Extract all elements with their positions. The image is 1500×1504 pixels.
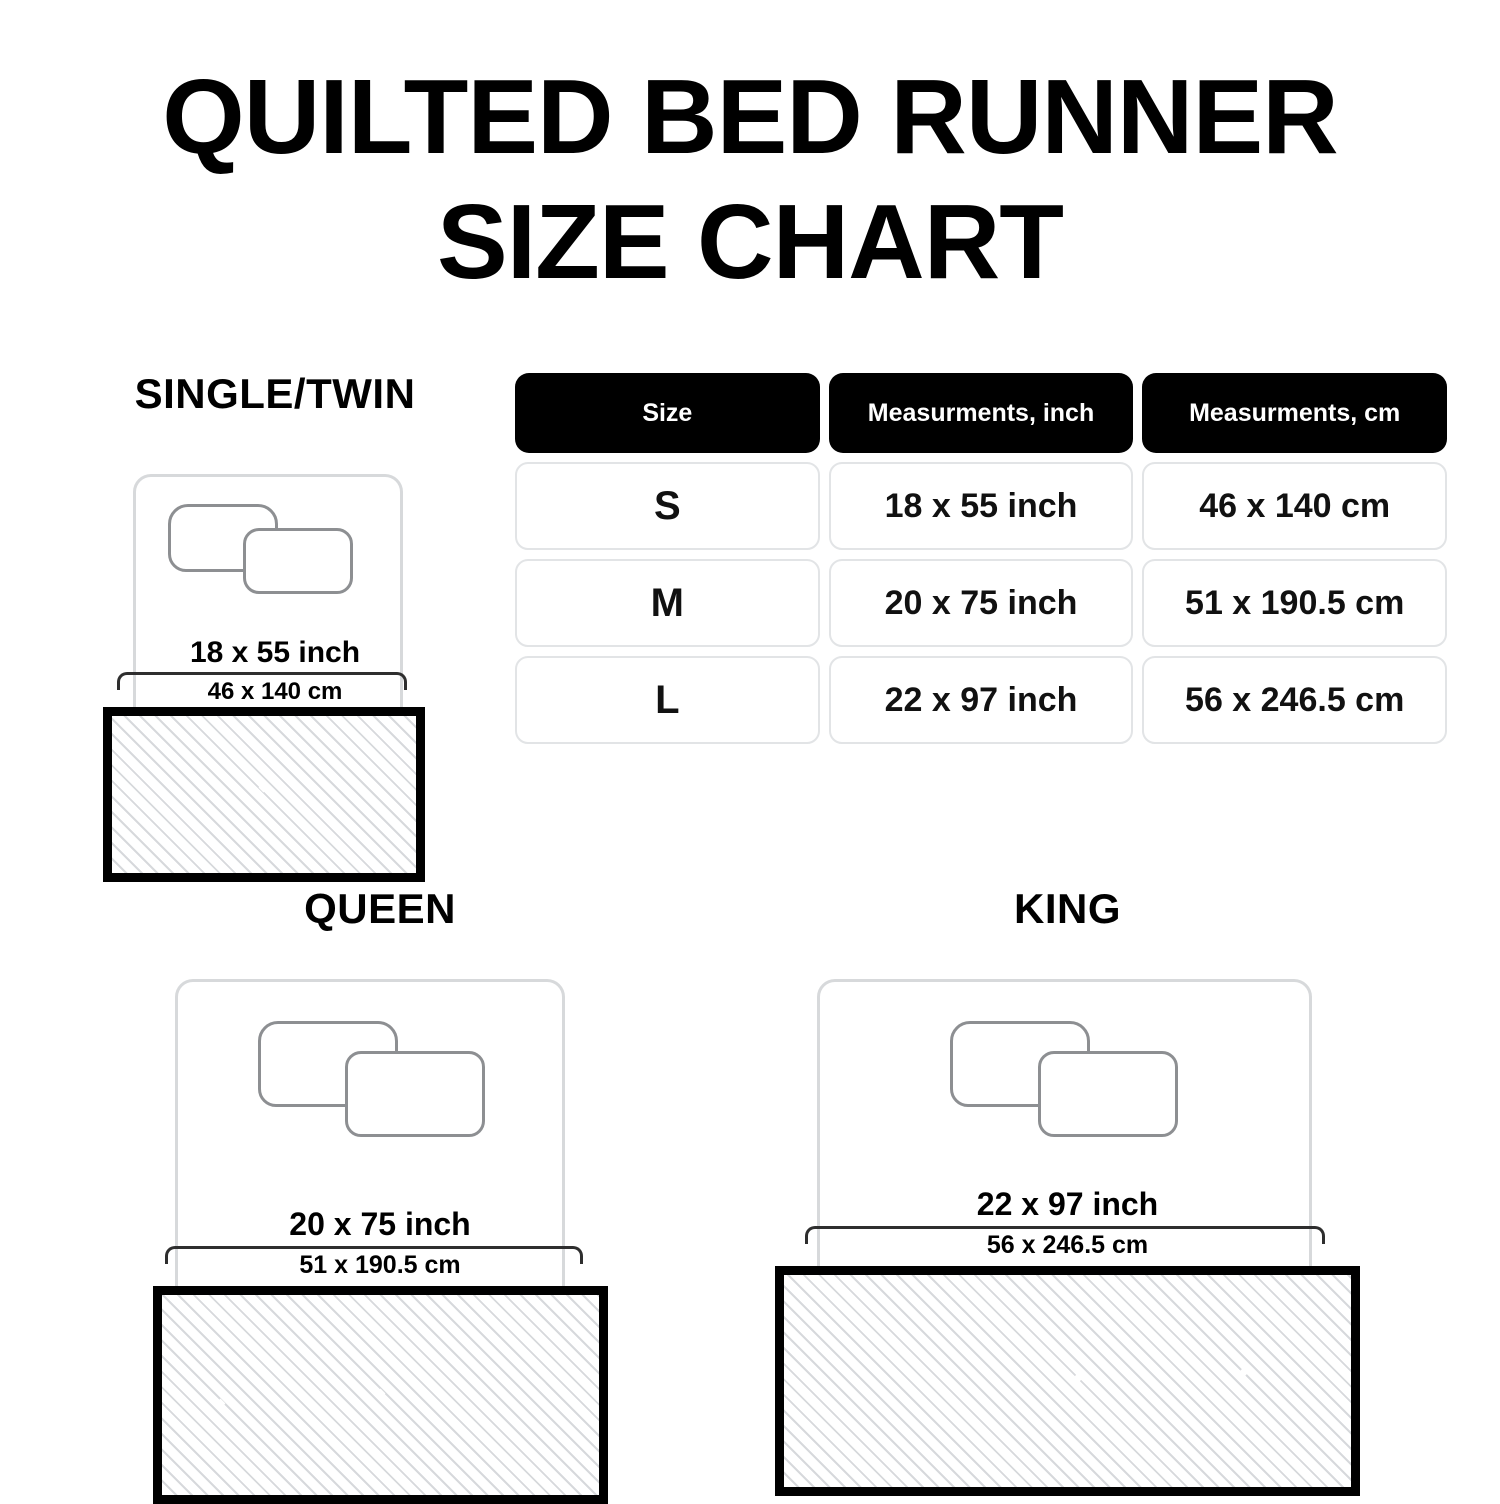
table-row (515, 462, 1447, 550)
dimension-cm-single: 46 x 140 cm (207, 678, 343, 705)
runner-stitch-dot (376, 1389, 386, 1399)
pillow-front-queen (345, 1051, 485, 1137)
cell-cm-m: 51 x 190.5 cm (1142, 559, 1447, 647)
pillow-front-king (1038, 1051, 1178, 1137)
runner-stitch-dot (863, 1389, 873, 1399)
bed-label-single-twin: SINGLE/TWIN (134, 370, 416, 417)
dimension-cm-queen: 51 x 190.5 cm (299, 1251, 461, 1279)
cell-size-l: L (515, 656, 820, 744)
runner-stitch-dot (1073, 1374, 1083, 1384)
size-table (515, 373, 1447, 753)
bed-diagram-single-twin (95, 370, 455, 876)
cell-size-s: S (515, 462, 820, 550)
page-title (0, 55, 1500, 305)
table-header-inch: Measurments, inch (829, 373, 1134, 453)
cell-inch-m: 20 x 75 inch (829, 559, 1134, 647)
bed-diagram-king (795, 885, 1340, 1501)
bed-runner-king (775, 1266, 1360, 1496)
table-row (515, 656, 1447, 744)
runner-stitch-dot (259, 783, 269, 793)
bed-diagram-queen (145, 885, 615, 1501)
cell-cm-l: 56 x 246.5 cm (1142, 656, 1447, 744)
measure-bracket-single (117, 672, 407, 690)
cell-size-m: M (515, 559, 820, 647)
measure-bracket-king (805, 1226, 1325, 1244)
title-line-2: SIZE CHART (437, 183, 1063, 302)
dimension-inch-single: 18 x 55 inch (189, 636, 361, 669)
cell-inch-l: 22 x 97 inch (829, 656, 1134, 744)
bed-runner-single (103, 707, 425, 882)
cell-cm-s: 46 x 140 cm (1142, 462, 1447, 550)
bed-runner-queen (153, 1286, 608, 1504)
dimension-inch-king: 22 x 97 inch (976, 1186, 1159, 1222)
table-header-size: Size (515, 373, 820, 453)
table-header-cm: Measurments, cm (1142, 373, 1447, 453)
title-line-1: QUILTED BED RUNNER (162, 58, 1338, 176)
dimension-cm-king: 56 x 246.5 cm (986, 1231, 1149, 1259)
bed-label-king: KING (1014, 885, 1121, 932)
measure-bracket-queen (165, 1246, 583, 1264)
runner-stitch-dot (1238, 1369, 1248, 1379)
pillow-front-single (243, 528, 353, 594)
cell-inch-s: 18 x 55 inch (829, 462, 1134, 550)
table-row (515, 559, 1447, 647)
bed-label-queen: QUEEN (304, 885, 456, 932)
runner-stitch-dot (216, 1399, 226, 1409)
dimension-inch-queen: 20 x 75 inch (289, 1206, 471, 1242)
runner-stitch-dot (536, 1379, 546, 1389)
table-header-row (515, 373, 1447, 453)
